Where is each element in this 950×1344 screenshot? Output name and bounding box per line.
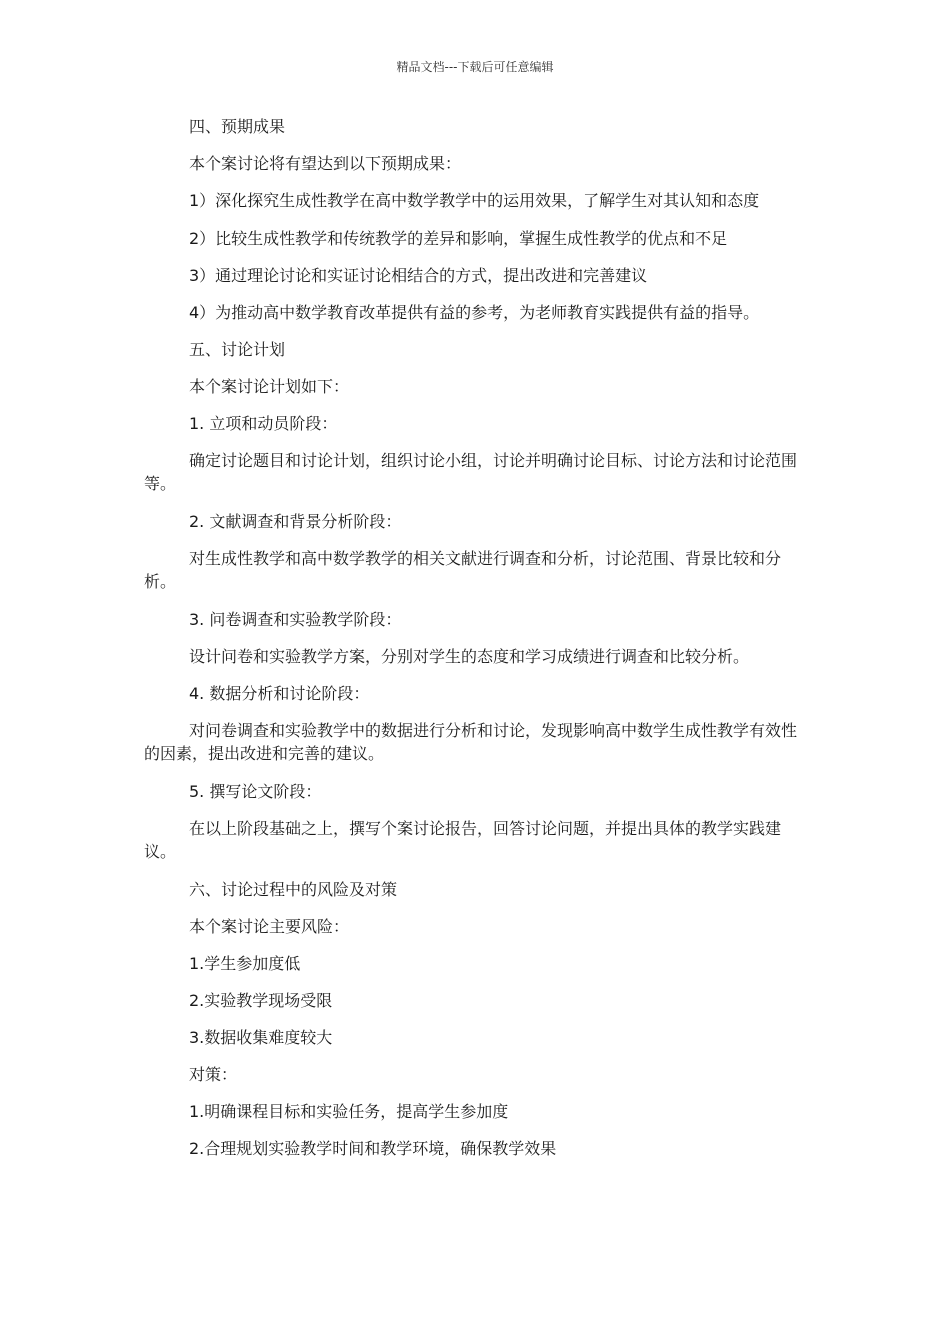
paragraph: 本个案讨论主要风险： (189, 917, 350, 936)
list-item: 1.明确课程目标和实验任务，提高学生参加度 (189, 1102, 509, 1121)
list-item: 1.学生参加度低 (189, 954, 301, 973)
list-item: 4）为推动高中数学教育改革提供有益的参考，为老师教育实践提供有益的指导。 (189, 303, 760, 322)
list-item: 3）通过理论讨论和实证讨论相结合的方式，提出改进和完善建议 (189, 266, 648, 285)
paragraph: 设计问卷和实验教学方案，分别对学生的态度和学习成绩进行调查和比较分析。 (189, 647, 750, 666)
list-item: 1）深化探究生成性教学在高中数学教学中的运用效果，了解学生对其认知和态度 (189, 191, 760, 210)
paragraph: 对生成性教学和高中数学教学的相关文献进行调查和分析，讨论范围、背景比较和分析。 (144, 549, 782, 591)
stage-heading: 3. 问卷调查和实验教学阶段： (189, 610, 402, 629)
stage-heading: 2. 文献调查和背景分析阶段： (189, 512, 402, 531)
section-heading: 六、讨论过程中的风险及对策 (189, 880, 398, 899)
section-heading: 五、讨论计划 (189, 340, 286, 359)
section-heading: 四、预期成果 (189, 117, 286, 136)
list-item: 2.合理规划实验教学时间和教学环境，确保教学效果 (189, 1139, 557, 1158)
list-item: 2）比较生成性教学和传统教学的差异和影响，掌握生成性教学的优点和不足 (189, 229, 728, 248)
list-item: 2.实验教学现场受限 (189, 991, 333, 1010)
paragraph: 本个案讨论计划如下： (189, 377, 350, 396)
stage-heading: 1. 立项和动员阶段： (189, 414, 338, 433)
list-item: 3.数据收集难度较大 (189, 1028, 333, 1047)
paragraph: 对策： (189, 1065, 238, 1084)
stage-heading: 5. 撰写论文阶段： (189, 782, 322, 801)
paragraph: 对问卷调查和实验教学中的数据进行分析和讨论，发现影响高中数学生成性教学有效性的因素，提出改进和完善的建议。 (144, 721, 798, 763)
paragraph: 在以上阶段基础之上，撰写个案讨论报告，回答讨论问题，并提出具体的教学实践建议。 (144, 819, 782, 861)
document-body (144, 115, 808, 1174)
paragraph: 本个案讨论将有望达到以下预期成果： (189, 154, 462, 173)
paragraph: 确定讨论题目和讨论计划，组织讨论小组，讨论并明确讨论目标、讨论方法和讨论范围等。 (144, 451, 798, 493)
page-header-watermark: 精品文档---下载后可任意编辑 (396, 60, 554, 74)
stage-heading: 4. 数据分析和讨论阶段： (189, 684, 370, 703)
